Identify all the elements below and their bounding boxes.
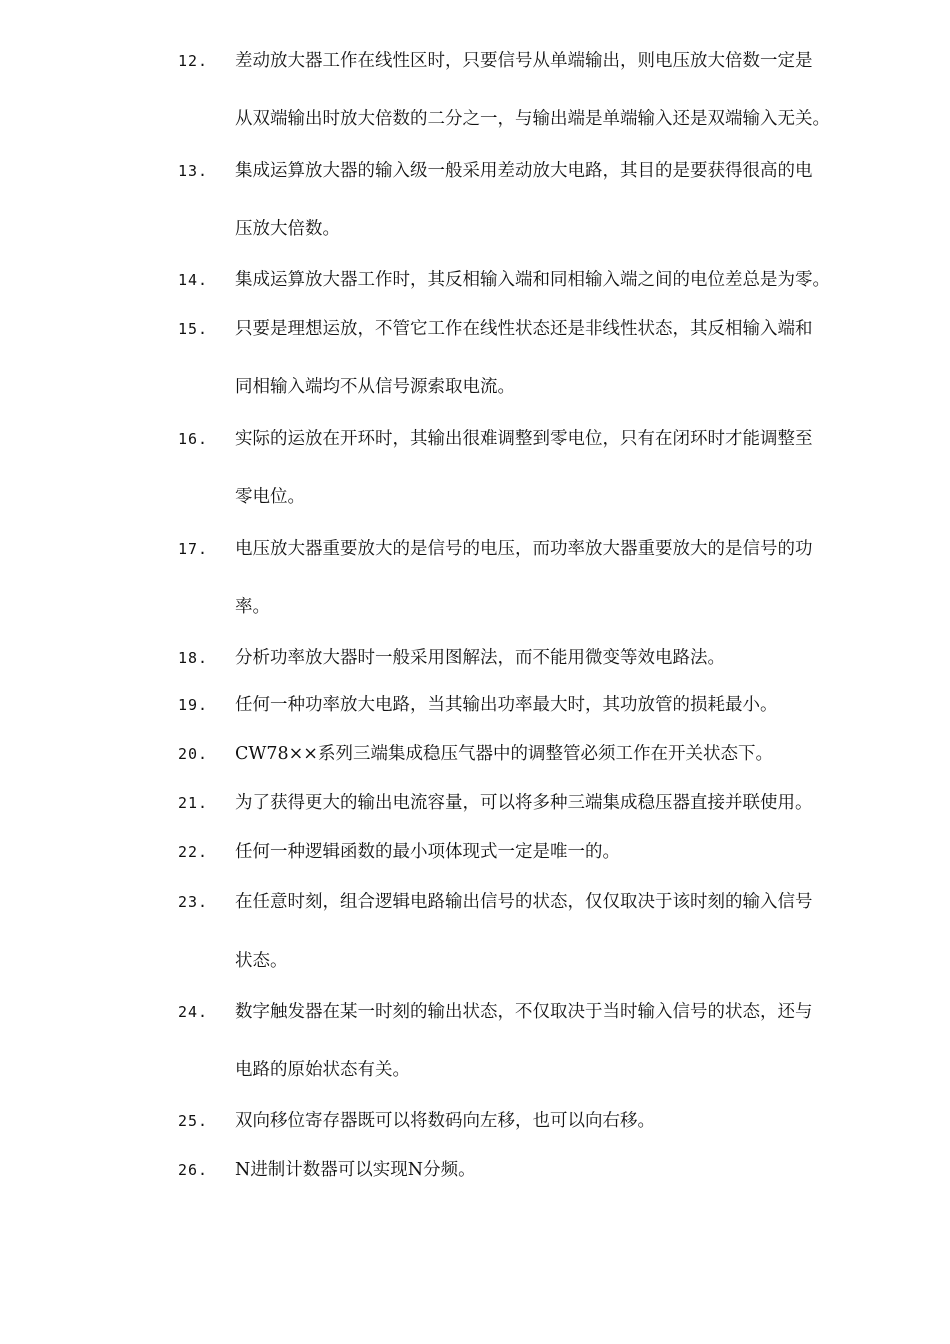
item-text: 同相输入端均不从信号源索取电流。 (235, 377, 515, 397)
item-number: 18. (178, 649, 209, 667)
item-number: 17. (178, 540, 209, 558)
item-number: 16. (178, 430, 209, 448)
item-text: 集成运算放大器工作时，其反相输入端和同相输入端之间的电位差总是为零。 (235, 270, 830, 290)
item-text: 为了获得更大的输出电流容量，可以将多种三端集成稳压器直接并联使用。 (235, 793, 813, 813)
item-text: N进制计数器可以实现N分频。 (235, 1160, 476, 1180)
item-number: 23. (178, 893, 209, 911)
item-number: 26. (178, 1161, 209, 1179)
item-text: 在任意时刻，组合逻辑电路输出信号的状态，仅仅取决于该时刻的输入信号 (235, 892, 813, 912)
item-number: 20. (178, 745, 209, 763)
item-number: 13. (178, 162, 209, 180)
item-text: 电路的原始状态有关。 (235, 1060, 410, 1080)
item-text: 数字触发器在某一时刻的输出状态，不仅取决于当时输入信号的状态，还与 (235, 1002, 813, 1022)
item-number: 24. (178, 1003, 209, 1021)
item-text: 压放大倍数。 (235, 219, 340, 239)
item-number: 22. (178, 843, 209, 861)
item-text: 状态。 (235, 951, 288, 971)
item-text: 双向移位寄存器既可以将数码向左移，也可以向右移。 (235, 1111, 655, 1131)
item-text: 只要是理想运放，不管它工作在线性状态还是非线性状态，其反相输入端和 (235, 319, 813, 339)
item-text: 电压放大器重要放大的是信号的电压，而功率放大器重要放大的是信号的功 (235, 539, 813, 559)
item-text: 从双端输出时放大倍数的二分之一，与输出端是单端输入还是双端输入无关。 (235, 109, 830, 129)
item-text: 率。 (235, 597, 270, 617)
item-text: 零电位。 (235, 487, 305, 507)
item-number: 14. (178, 271, 209, 289)
item-text: CW78××系列三端集成稳压气器中的调整管必须工作在开关状态下。 (235, 744, 773, 764)
item-number: 12. (178, 52, 209, 70)
item-text: 差动放大器工作在线性区时，只要信号从单端输出，则电压放大倍数一定是 (235, 51, 813, 71)
item-text: 任何一种功率放大电路，当其输出功率最大时，其功放管的损耗最小。 (235, 695, 778, 715)
item-text: 集成运算放大器的输入级一般采用差动放大电路，其目的是要获得很高的电 (235, 161, 813, 181)
item-text: 分析功率放大器时一般采用图解法，而不能用微变等效电路法。 (235, 648, 725, 668)
item-text: 实际的运放在开环时，其输出很难调整到零电位，只有在闭环时才能调整至 (235, 429, 813, 449)
item-number: 19. (178, 696, 209, 714)
item-number: 25. (178, 1112, 209, 1130)
item-number: 15. (178, 320, 209, 338)
item-number: 21. (178, 794, 209, 812)
item-text: 任何一种逻辑函数的最小项体现式一定是唯一的。 (235, 842, 620, 862)
